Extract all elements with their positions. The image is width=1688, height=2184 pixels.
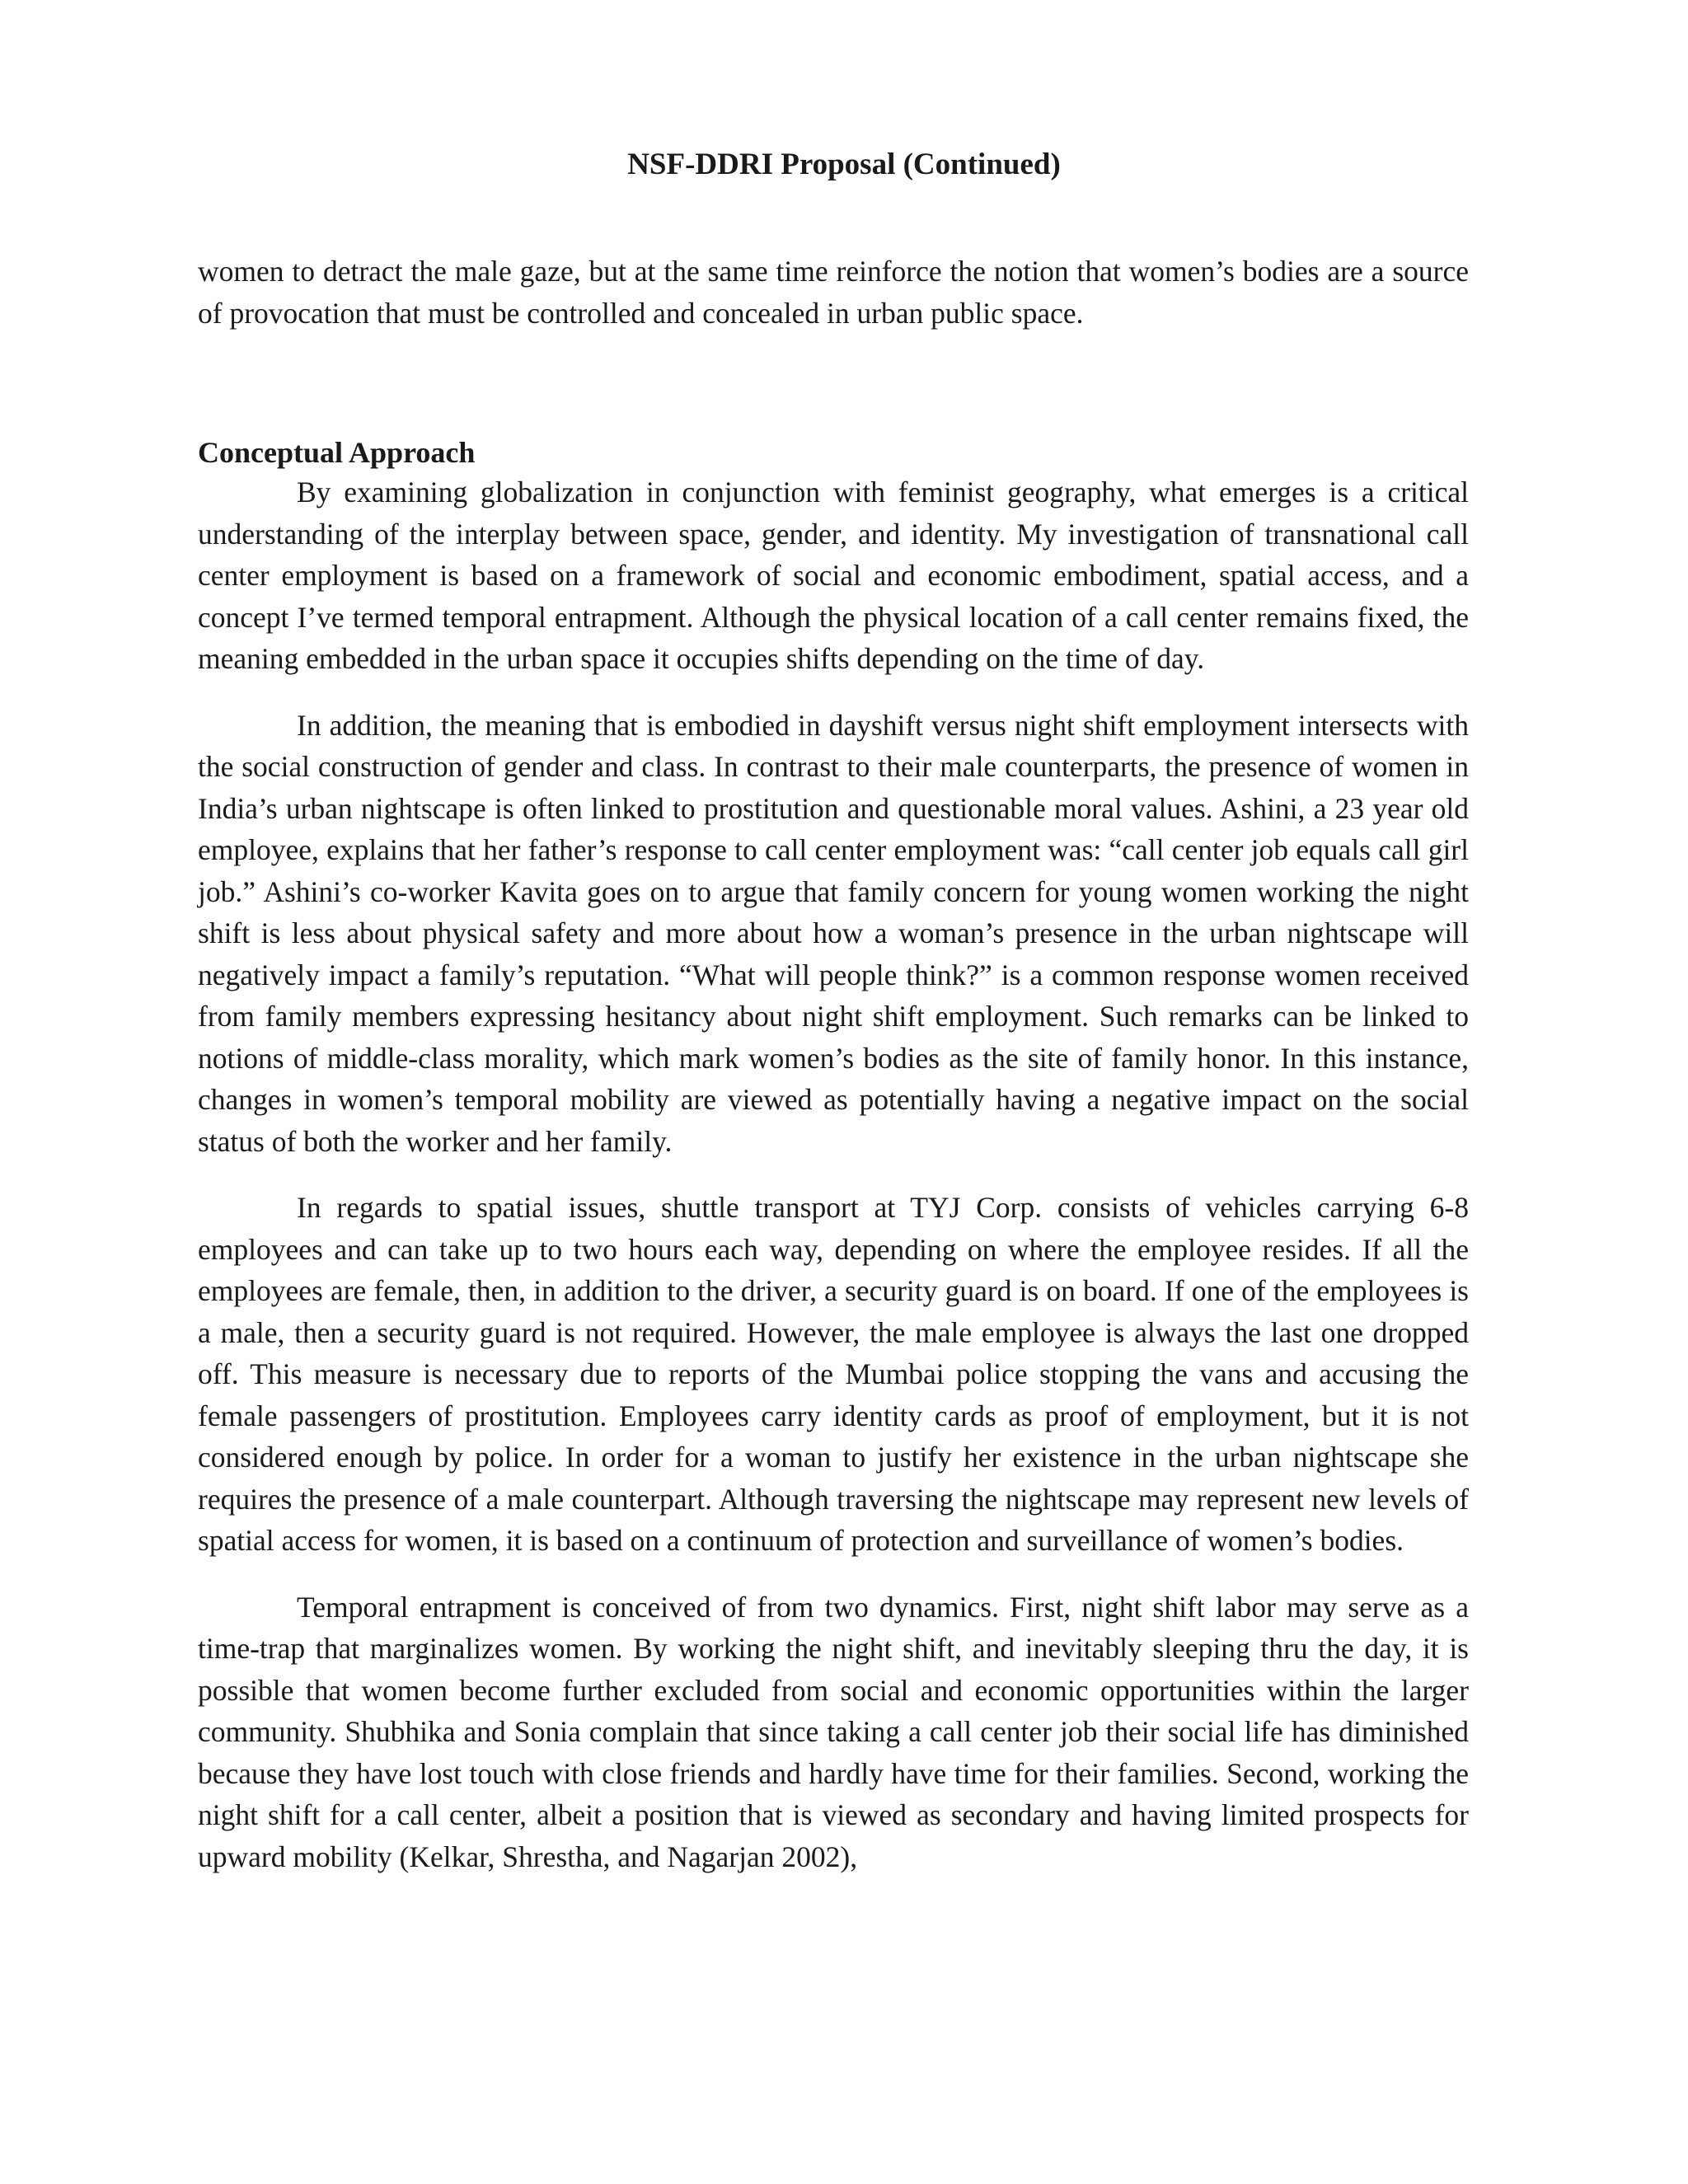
continuation-paragraph: women to detract the male gaze, but at the same time reinforce the notion that women’s bodies are a source of provocation that must be controlled and concealed in urban public space.: [198, 255, 1469, 330]
body-paragraph-3: In regards to spatial issues, shuttle transport at TYJ Corp. consists of vehicles carrying 6-8 employees and can take up to two hours each way, depending on where the employee resides. If all the employees are female, then, in addition to the driver, a security guard is on board. If one of the employees is a male, then a security guard is not required. However, the male employee is always the last one dropped off. This measure is necessary due to reports of the Mumbai police stopping the vans and accusing the female passengers of prostitution. Employees carry identity cards as proof of employment, but it is not considered enough by police. In order for a woman to justify her existence in the urban nightscape she requires the presence of a male counterpart. Although traversing the nightscape may represent new levels of spatial access for women, it is based on a continuum of protection and surveillance of women’s bodies.: [198, 1191, 1469, 1557]
body-paragraph-1: By examining globalization in conjunction with feminist geography, what emerges is a critical understanding of the interplay between space, gender, and identity. My investigation of transnational call center employment is based on a framework of social and economic embodiment, spatial access, and a concept I’ve termed temporal entrapment. Although the physical location of a call center remains fixed, the meaning embedded in the urban space it occupies shifts depending on the time of day.: [198, 476, 1469, 675]
body-paragraph-4: Temporal entrapment is conceived of from two dynamics. First, night shift labor may serve as a time-trap that marginalizes women. By working the night shift, and inevitably sleeping thru the day, it is possible that women become further excluded from social and economic opportunities within the larger community. Shubhika and Sonia complain that since taking a call center job their social life has diminished because they have lost touch with close friends and hardly have time for their families. Second, working the night shift for a call center, albeit a position that is viewed as secondary and having limited prospects for upward mobility (Kelkar, Shrestha, and Nagarjan 2002),: [198, 1590, 1469, 1873]
continuation-block: [198, 251, 1469, 334]
page-header: NSF-DDRI Proposal (Continued): [627, 148, 1061, 181]
body-paragraph-2: In addition, the meaning that is embodied in dayshift versus night shift employment intersects with the social construction of gender and class. In contrast to their male counterparts, the presence of women in India’s urban nightscape is often linked to prostitution and questionable moral values. Ashini, a 23 year old employee, explains that her father’s response to call center employment was: “call center job equals call girl job.” Ashini’s co-worker Kavita goes on to argue that family concern for young women working the night shift is less about physical safety and more about how a woman’s presence in the urban nightscape will negatively impact a family’s reputation. “What will people think?” is a common response women received from family members expressing hesitancy about night shift employment. Such remarks can be linked to notions of middle-class morality, which mark women’s bodies as the site of family honor. In this instance, changes in women’s temporal mobility are viewed as potentially having a negative impact on the social status of both the worker and her family.: [198, 708, 1469, 1158]
conceptual-approach-section: [198, 434, 1469, 1877]
section-heading: Conceptual Approach: [198, 436, 476, 469]
